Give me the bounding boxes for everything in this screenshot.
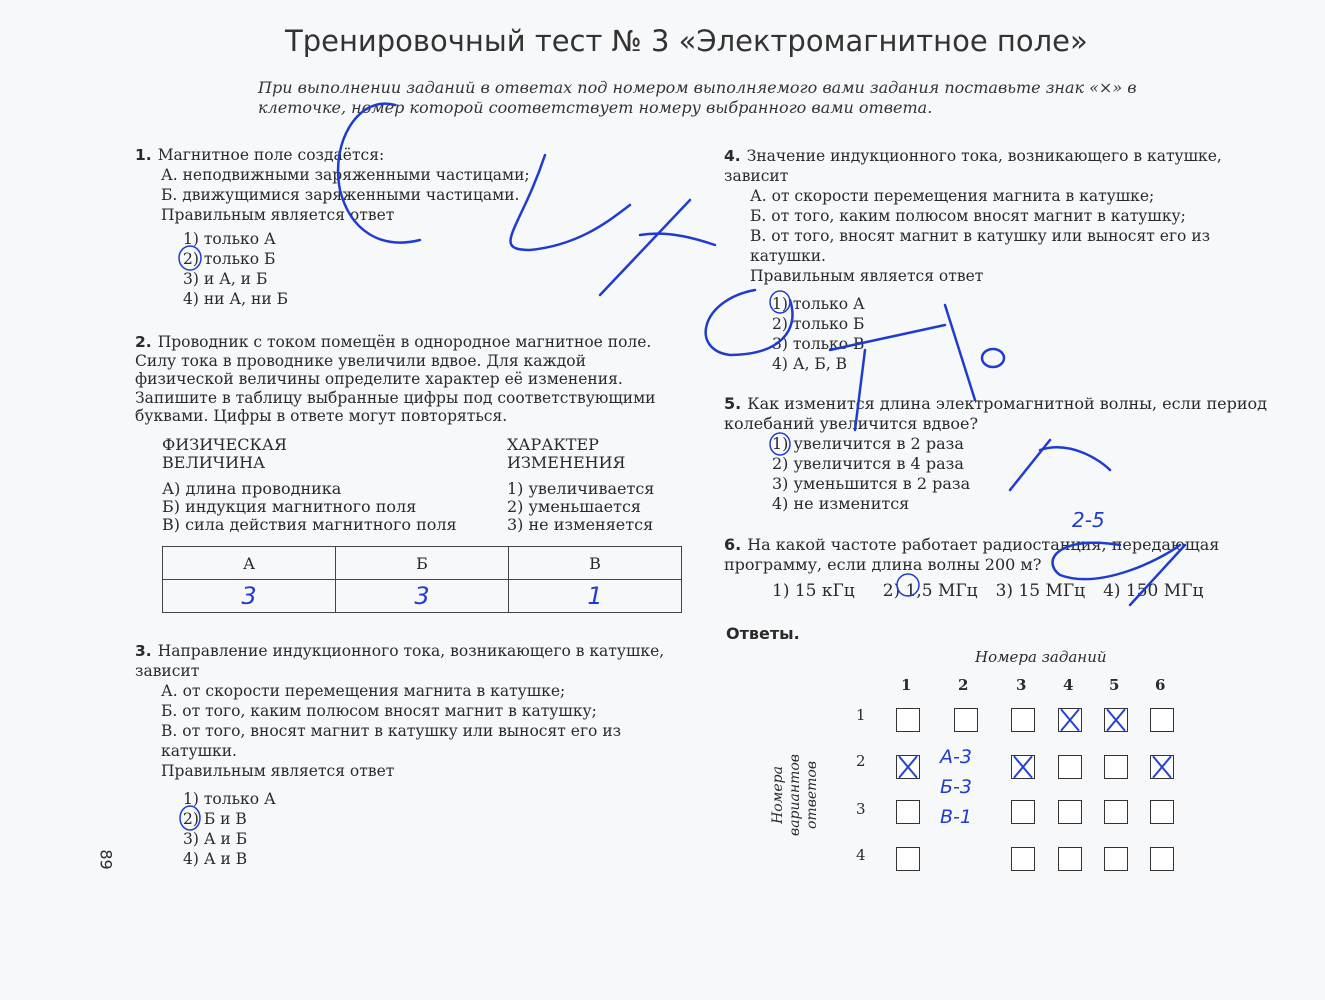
q2-left-column: ФИЗИЧЕСКАЯ ВЕЛИЧИНА А) длина проводника Б) индукция магнитного поля В) сила действия магнитного поля	[162, 435, 457, 534]
q2-answer-table: А Б В 3 3 1	[162, 546, 682, 613]
question-6: 6. На какой частоте работает радиостанция, передающая программу, если длина волны 200 м? 1) 15 кГц 2) 1,5 МГц 3) 15 МГц 4) 150 МГц	[724, 535, 1220, 601]
page-number: 89	[96, 849, 116, 870]
option[interactable]: 4) ни А, ни Б	[183, 290, 288, 308]
option[interactable]: 3) и А, и Б	[183, 270, 268, 288]
option-selected[interactable]: 1) увеличится в 2 раза	[772, 434, 964, 453]
variants-label: Номера вариантов ответов	[770, 754, 820, 836]
page-title: Тренировочный тест № 3 «Электромагнитное поле»	[285, 24, 1088, 58]
scribble	[338, 104, 420, 243]
answer-cell[interactable]: 1	[509, 580, 682, 613]
option[interactable]: 1) только А	[183, 230, 276, 248]
answers-heading: Ответы.	[726, 624, 800, 643]
col-header: 3	[1016, 676, 1027, 694]
question-5: 5. Как изменится длина электромагнитной волны, если период колебаний увеличится вдвое? 1) увеличится в 2 раза 2) увеличится в 4 раза 3) уменьшится в 2 раза 4) не изменится	[724, 394, 1269, 514]
col-header: 1	[901, 676, 912, 694]
row-header: 2	[856, 752, 866, 770]
option[interactable]: 1) 15 кГц	[772, 581, 855, 601]
q2-right-column: ХАРАКТЕР ИЗМЕНЕНИЯ 1) увеличивается 2) уменьшается 3) не изменяется	[507, 435, 655, 534]
option[interactable]: 4) 150 МГц	[1103, 581, 1204, 601]
row-header: 3	[856, 800, 866, 818]
answer-cell[interactable]: 3	[336, 580, 509, 613]
instructions: При выполнении заданий в ответах под номером выполняемого вами задания поставьте знак «×» в клеточке, номер которой соответствует номеру выбранного вами ответа.	[258, 78, 1137, 117]
handwritten-answer-q2: А-3 Б-3 В-1	[940, 746, 972, 828]
option[interactable]: 2) только Б	[772, 315, 865, 333]
answer-cell[interactable]: 3	[163, 580, 336, 613]
row-header: 1	[856, 706, 866, 724]
option[interactable]: 4) А, Б, В	[772, 355, 848, 373]
option[interactable]: 3) А и Б	[183, 830, 248, 848]
col-header: 5	[1109, 676, 1120, 694]
question-3: 3. Направление индукционного тока, возникающего в катушке, зависит А. от скорости перемещения магнита в катушке; Б. от того, каким полюсом вносят магнит в катушку; В. от того, вносят магнит в катушку или выносят его из катушки. Правильным является ответ 1) только А 2) Б и В 3) А и Б 4) А и В	[135, 641, 680, 869]
option[interactable]: 3) 15 МГц	[995, 581, 1086, 601]
row-header: 4	[856, 846, 866, 864]
question-4: 4. Значение индукционного тока, возникающего в катушке, зависит А. от скорости перемещения магнита в катушке; Б. от того, каким полюсом вносят магнит в катушку; В. от того, вносят магнит в катушку или выносят его из катушки. Правильным является ответ 1) только А 2) только Б 3) только В 4) А, Б, В	[724, 146, 1269, 374]
option-selected[interactable]: 2) 1,5 МГц	[882, 581, 978, 601]
option[interactable]: 3) уменьшится в 2 раза	[772, 474, 971, 493]
tasks-label: Номера заданий	[975, 648, 1107, 666]
option-selected[interactable]: 1) только А	[772, 295, 865, 313]
option[interactable]: 1) только А	[183, 790, 276, 808]
question-2: 2. Проводник с током помещён в однородное магнитное поле. Силу тока в проводнике увеличили вдвое. Для каждой физической величины определите характер её изменения. Запишите в таблицу выбранные цифры под соответствующими буквами. Цифры в ответе могут повторяться.	[135, 333, 656, 425]
question-1: 1. Магнитное поле создаётся: А. неподвижными заряженными частицами; Б. движущимися заряженными частицами. Правильным является ответ 1) только А 2) только Б 3) и А, и Б 4) ни А, ни Б	[135, 145, 675, 309]
option[interactable]: 4) не изменится	[772, 494, 910, 513]
margin-note: 2-5	[1072, 508, 1105, 532]
option[interactable]: 3) только В	[772, 335, 865, 353]
option[interactable]: 4) А и В	[183, 850, 248, 868]
col-header: 4	[1063, 676, 1074, 694]
col-header: 6	[1155, 676, 1166, 694]
option-selected[interactable]: 2) Б и В	[183, 810, 247, 828]
option[interactable]: 2) увеличится в 4 раза	[772, 454, 964, 473]
option-selected[interactable]: 2) только Б	[183, 250, 276, 268]
col-header: 2	[958, 676, 969, 694]
